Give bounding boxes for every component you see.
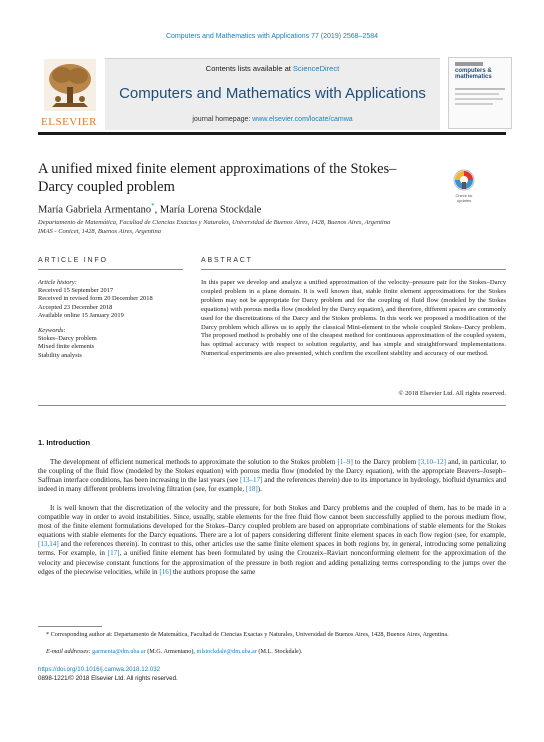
revised-date: Received in revised form 20 December 2018 [38, 295, 153, 303]
accepted-date: Accepted 23 December 2018 [38, 303, 113, 311]
journal-cover-thumbnail[interactable] [448, 57, 512, 129]
email-link[interactable]: mlstockdale@dm.uba.ar [196, 648, 257, 655]
footnote-text: Corresponding author at: Departamento de Matemática, Facultad de Ciencias Exactas y Naturales, Universidad de Buenos Aires, 1428, Buenos Aires, Argentina. [50, 631, 449, 638]
doi-link[interactable]: https://doi.org/10.1016/j.camwa.2018.12.032 [38, 666, 161, 673]
keywords-label: Keywords: [38, 327, 66, 335]
author-list [38, 202, 261, 216]
corresponding-author-footnote [38, 631, 506, 639]
elsevier-logo[interactable] [38, 55, 100, 132]
contents-prefix: Contents lists available at [205, 64, 291, 73]
text-run: The development of efficient numerical methods to approximate the solution to the Stokes problem [50, 458, 338, 466]
author-separator: , [154, 204, 160, 216]
header-divider [38, 132, 506, 135]
body-paragraph [38, 504, 506, 577]
cover-title: computers & mathematics [455, 68, 492, 80]
sciencedirect-link[interactable]: ScienceDirect [292, 64, 340, 73]
journal-citation-line[interactable]: Computers and Mathematics with Applications 77 (2019) 2568–2584 [165, 33, 379, 40]
author-name[interactable]: María Lorena Stockdale [159, 204, 262, 216]
online-date: Available online 15 January 2019 [38, 311, 124, 319]
abstract-text: In this paper we develop and analyze a unified approximation of the velocity–pressure pair for the Stokes–Darcy coupled problem in a plane domain. It is well known that, stable finite element approximations for the Stokes problem may not be appropriate for Darcy problem and for the coupling of fluid flow (modeled by the Stokes equations) with porous media flow (modeled by the Darcy equation), and therefore, different spaces are commonly used for the discretizations of the Darcy and the Stokes problems. In this work we proposed a modification of the Darcy problem which allows us to apply the classical Mini-element to the whole coupled Stokes–Darcy problem. The proposed method is probably one of the cheapest method for continuous approximation of the coupled system, has optimal accuracy with respect to solution regularity, and has simple and straightforward implementations. Numerical experiments are also presented, which confirm the excellent stability and accuracy of our method. [201, 279, 506, 358]
citation-link[interactable]: [13,14] [38, 540, 59, 549]
text-run: , a unified finite element has been formulated by using the Crouzeix–Raviart nonconforming element for the approximation of the velocity and piecewise constant functions for the approximation of the pressure in both region and adding penalizing terms corresponding to the jumps over the edges of the piecewise velocities, while in [38, 549, 506, 576]
citation-link[interactable]: [16] [159, 567, 172, 576]
contents-available-line [105, 64, 440, 73]
publisher-name: ELSEVIER [41, 116, 97, 128]
received-date: Received 15 September 2017 [38, 287, 114, 295]
elsevier-tree-icon [44, 59, 96, 111]
citation-link[interactable]: [17] [107, 549, 120, 558]
abstract-rule [201, 269, 506, 270]
email-owner: (M.L. Stockdale). [256, 648, 303, 655]
citation-link[interactable]: [13–17] [240, 476, 263, 485]
homepage-link[interactable]: www.elsevier.com/locate/camwa [252, 116, 353, 123]
section-heading-introduction: 1. Introduction [38, 438, 91, 447]
affiliation: Departamento de Matemática, Facultad de Ciencias Exactas y Naturales, Universidad de Buenos Aires, 1428, Buenos Aires, Argentina [38, 219, 391, 226]
article-info-heading: ARTICLE INFO [38, 257, 108, 264]
journal-header [38, 55, 514, 132]
cover-line [455, 103, 493, 105]
text-run: and the references therein) due to its importance in hydrology, biofluid dynamics and indeed in many different problems involving filtration (see, for example, [38, 476, 507, 494]
journal-title: Computers and Mathematics with Applications [119, 85, 426, 102]
article-title: A unified mixed finite element approximations of the Stokes–Darcy coupled problem [38, 161, 397, 195]
cover-line [455, 93, 499, 95]
text-run: ). [257, 485, 262, 494]
author-name[interactable]: María Gabriela Armentano [38, 204, 152, 216]
email-label: E-mail addresses: [46, 648, 91, 655]
body-paragraph [38, 458, 506, 494]
keyword: Stokes–Darcy problem [38, 335, 97, 343]
abstract-copyright: © 2018 Elsevier Ltd. All rights reserved. [398, 390, 506, 397]
article-info-rule [38, 269, 183, 270]
abstract-heading: ABSTRACT [201, 257, 253, 264]
text-run: and, in particular, to the coupling of the fluid flow (modeled by the Stokes equation) with porous media flow (modeled by the Darcy equation), with the appropriate Beavers–Joseph–Saffman interface conditions, has been increasing in the last years (see [38, 458, 506, 485]
journal-banner [105, 58, 440, 130]
homepage-prefix: journal homepage: [192, 116, 251, 123]
abstract-bottom-rule [38, 405, 506, 406]
journal-homepage-line [105, 116, 440, 123]
affiliation: IMAS - Conicet, 1428, Buenos Aires, Argentina [38, 228, 161, 235]
cover-bar [455, 62, 483, 66]
text-run: the authors propose the same [171, 567, 256, 576]
issn-copyright: 0898-1221/© 2018 Elsevier Ltd. All rights reserved. [38, 675, 178, 682]
keyword: Mixed finite elements [38, 343, 95, 351]
citation-link[interactable]: [3,10–12] [418, 458, 447, 466]
cover-line [455, 88, 505, 90]
article-info-block [38, 279, 183, 360]
footnote-mark: * [46, 631, 50, 638]
crossmark-label: Check for updates [455, 193, 473, 203]
email-footnote [46, 648, 302, 655]
citation-link[interactable]: [1–9] [337, 458, 353, 466]
history-label: Article history: [38, 279, 77, 286]
keyword: Stability analysis [38, 351, 82, 359]
text-run: and the references therein). In contrast to this, other articles use the same finite element spaces in both regions by, in general, introducing some penalizing terms. For example, in [38, 540, 506, 558]
text-run: to the Darcy problem [352, 458, 419, 466]
email-link[interactable]: garmenta@dm.uba.ar [92, 648, 146, 655]
text-run: It is well known that the discretization of the velocity and the pressure, for both Stokes and Darcy problems and the coupled of them, has to be made in a compatible way in order to avoid instabilities. Since, usually, stable elements for the free fluid flow cannot been successfully applied to the porous medium flow, most of the finite element formulations developed for the Stokes–Darcy coupled problem are based on appropriate combinations of stable elements for the Stokes equations with stable elements for the Darcy equations. There are a lot of papers considering different finite element spaces in each flow region (see, for example, [38, 504, 506, 540]
footnote-divider [38, 626, 102, 627]
corresponding-author-mark[interactable]: * [151, 202, 155, 210]
cover-line [455, 98, 503, 100]
citation-link[interactable]: [18] [245, 485, 258, 494]
email-owner: (M.G. Armentano), [145, 648, 197, 655]
